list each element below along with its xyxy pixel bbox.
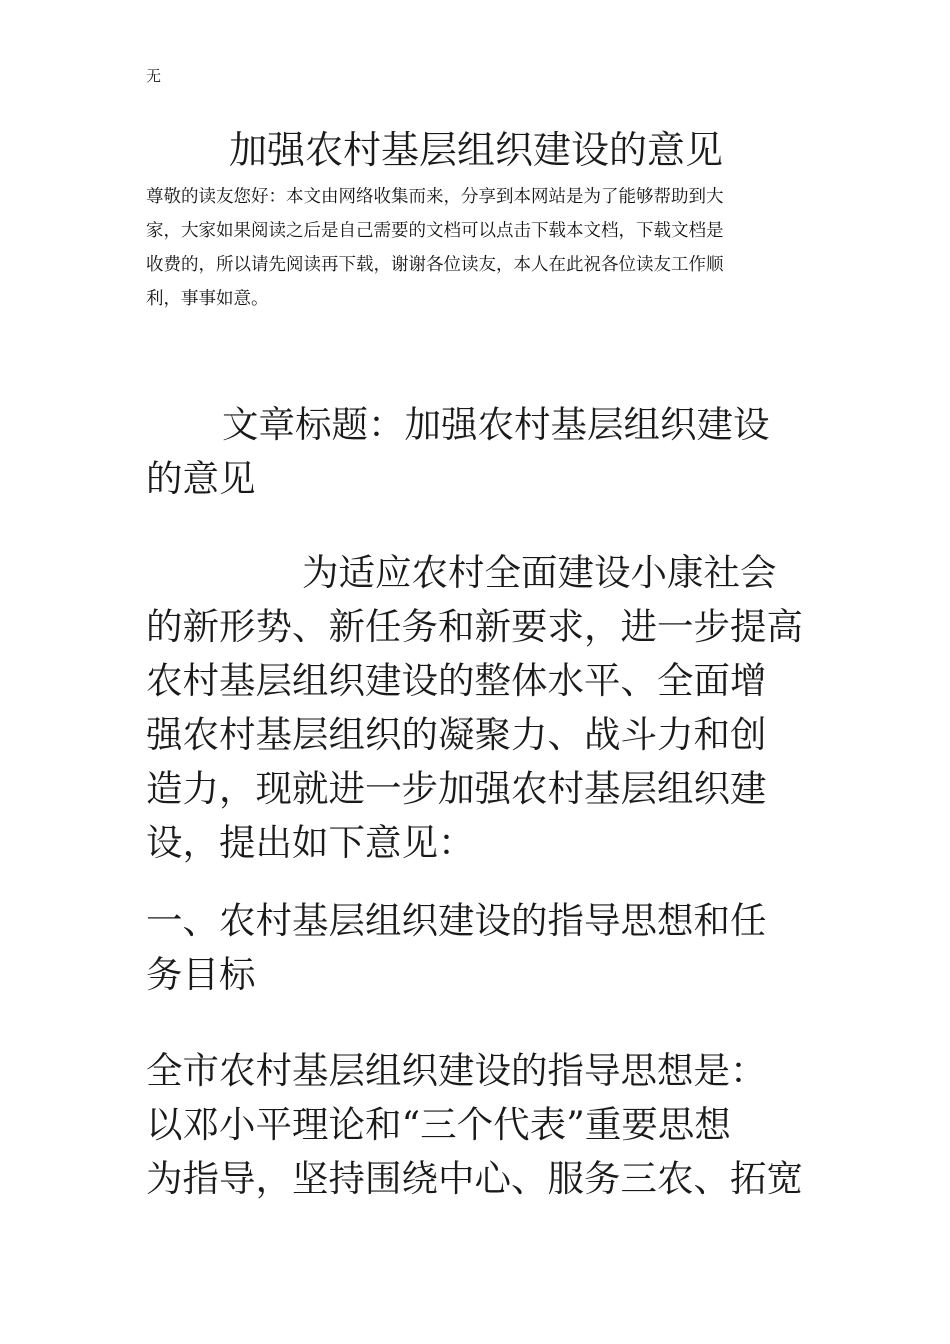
- reader-notice: [146, 180, 806, 316]
- notice-line: 利，事事如意。: [146, 289, 269, 309]
- section-heading-1: [146, 894, 826, 1002]
- heading-line: 务目标: [146, 953, 256, 996]
- paragraph-line: 设，提出如下意见：: [146, 821, 475, 864]
- article-title-line: 的意见: [146, 457, 256, 500]
- document-title: 加强农村基层组织建设的意见: [228, 128, 723, 172]
- paragraph-line: 农村基层组织建设的整体水平、全面增: [146, 659, 767, 702]
- paragraph-line: 以邓小平理论和“三个代表”重要思想: [146, 1103, 731, 1146]
- paragraph-line: 强农村基层组织的凝聚力、战斗力和创: [146, 713, 767, 756]
- article-title-block: [146, 398, 826, 506]
- intro-paragraph: [146, 546, 826, 870]
- heading-line: 一、农村基层组织建设的指导思想和任: [146, 899, 767, 942]
- paragraph-line: 的新形势、新任务和新要求，进一步提高: [146, 605, 803, 648]
- notice-line: 收费的，所以请先阅读再下载，谢谢各位读友，本人在此祝各位读友工作顺: [146, 255, 724, 275]
- paragraph-line: 造力，现就进一步加强农村基层组织建: [146, 767, 767, 810]
- paragraph-line: 为适应农村全面建设小康社会: [302, 551, 777, 594]
- header-mark: 无: [146, 67, 162, 85]
- guiding-ideology-paragraph: [146, 1044, 826, 1206]
- notice-line: 尊敬的读友您好：本文由网络收集而来，分享到本网站是为了能够帮助到大: [146, 187, 724, 207]
- paragraph-line: 为指导，坚持围绕中心、服务三农、拓宽: [146, 1157, 803, 1200]
- article-title-line: 文章标题：加强农村基层组织建设: [222, 403, 770, 446]
- paragraph-line: 全市农村基层组织建设的指导思想是：: [146, 1049, 767, 1092]
- notice-line: 家，大家如果阅读之后是自己需要的文档可以点击下载本文档，下载文档是: [146, 221, 724, 241]
